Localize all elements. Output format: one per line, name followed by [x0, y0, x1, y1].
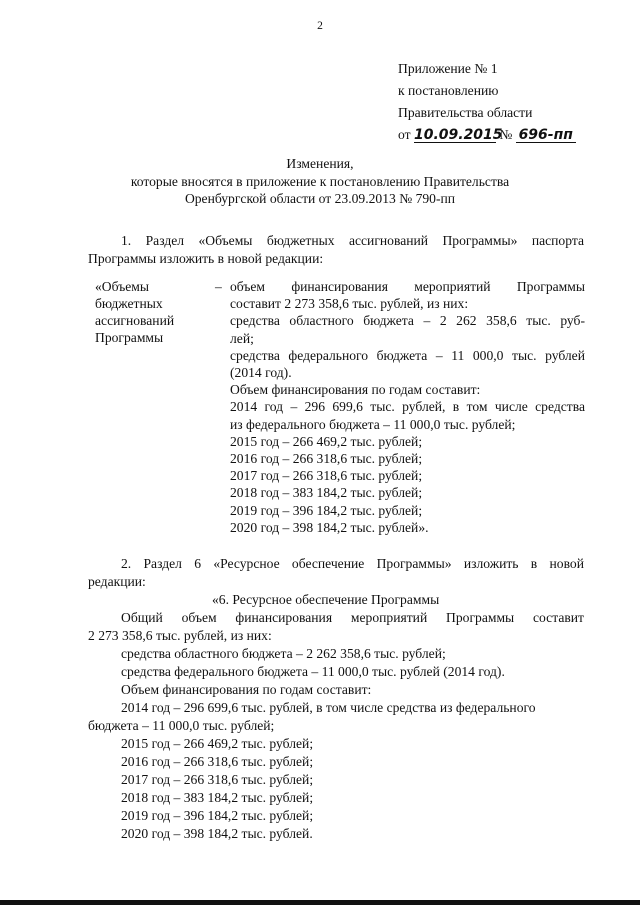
year-line: 2019 год – 396 184,2 тыс. рублей;	[121, 808, 314, 823]
item1-line1: 1. Раздел «Объемы бюджетных ассигнований Программы» паспорта	[121, 233, 584, 248]
p1-line2: 2 273 358,6 тыс. рублей, из них:	[88, 628, 272, 643]
table-label-line: бюджетных	[95, 296, 163, 311]
year-line: 2018 год – 383 184,2 тыс. рублей;	[121, 790, 314, 805]
table-label-line: ассигнований	[95, 313, 175, 328]
number-prefix: №	[499, 127, 513, 142]
handwritten-number: 696-пп	[516, 128, 576, 143]
by-years: Объем финансирования по годам составит:	[121, 682, 372, 697]
appendix-title: Приложение № 1	[398, 61, 498, 76]
regional-budget: средства областного бюджета – 2 262 358,6 тыс. рублей;	[121, 646, 446, 661]
table-line: 2014 год – 296 699,6 тыс. рублей, в том числе средства	[230, 399, 585, 415]
appendix-date-line	[398, 124, 576, 146]
date-prefix: от	[398, 127, 411, 142]
item1-line2: Программы изложить в новой редакции:	[88, 251, 324, 266]
table-line: Объем финансирования по годам составит:	[230, 382, 481, 398]
page-number: 2	[317, 20, 323, 32]
table-line: средства федерального бюджета – 11 000,0 тыс. рублей	[230, 347, 585, 363]
year-line: 2020 год – 398 184,2 тыс. рублей.	[121, 826, 313, 841]
year-line: 2017 год – 266 318,6 тыс. рублей;	[121, 772, 314, 787]
document-heading	[0, 155, 640, 208]
appendix-block	[398, 58, 576, 146]
item2-line2: редакции:	[88, 574, 146, 589]
table-line: объем финансирования мероприятий Программы	[230, 279, 585, 294]
table-content	[230, 278, 585, 536]
year-line: 2015 год – 266 469,2 тыс. рублей;	[121, 736, 314, 751]
section-title: «6. Ресурсное обеспечение Программы	[212, 592, 440, 607]
table-line: из федерального бюджета – 11 000,0 тыс. рублей;	[230, 416, 516, 432]
federal-budget: средства федерального бюджета – 11 000,0 тыс. рублей (2014 год).	[121, 664, 505, 679]
table-line: 2020 год – 398 184,2 тыс. рублей».	[230, 519, 429, 535]
item2-line1: 2. Раздел 6 «Ресурсное обеспечение Программы» изложить в новой	[121, 556, 584, 571]
handwritten-date: 10.09.2015	[413, 127, 503, 143]
heading-line1: Изменения,	[286, 156, 354, 171]
table-line: 2015 год – 266 469,2 тыс. рублей;	[230, 433, 423, 449]
table-line: 2017 год – 266 318,6 тыс. рублей;	[230, 468, 423, 484]
table-line: средства областного бюджета – 2 262 358,6 тыс. руб-	[230, 313, 585, 329]
appendix-line2: к постановлению	[398, 83, 499, 98]
table-line: (2014 год).	[230, 365, 292, 381]
table-label	[95, 278, 215, 346]
table-line: 2016 год – 266 318,6 тыс. рублей;	[230, 451, 423, 467]
table-line: составит 2 273 358,6 тыс. рублей, из них:	[230, 296, 469, 312]
heading-line3: Оренбургской области от 23.09.2013 № 790-пп	[184, 191, 456, 206]
year-2014-line2: бюджета – 11 000,0 тыс. рублей;	[88, 718, 275, 733]
table-line: лей;	[230, 330, 254, 346]
p1-line1: Общий объем финансирования мероприятий Программы составит	[121, 610, 584, 625]
table-label-line: Программы	[95, 330, 164, 345]
table-line: 2019 год – 396 184,2 тыс. рублей;	[230, 502, 423, 518]
table-label-line: «Объемы	[95, 279, 149, 294]
scan-bottom-edge	[0, 900, 640, 905]
heading-line2: которые вносятся в приложение к постановлению Правительства	[130, 173, 510, 189]
year-2014-line1: 2014 год – 296 699,6 тыс. рублей, в том числе средства из федерального	[121, 700, 536, 715]
table-dash: –	[215, 279, 222, 294]
year-line: 2016 год – 266 318,6 тыс. рублей;	[121, 754, 314, 769]
appendix-line3: Правительства области	[398, 105, 533, 120]
table-line: 2018 год – 383 184,2 тыс. рублей;	[230, 485, 423, 501]
